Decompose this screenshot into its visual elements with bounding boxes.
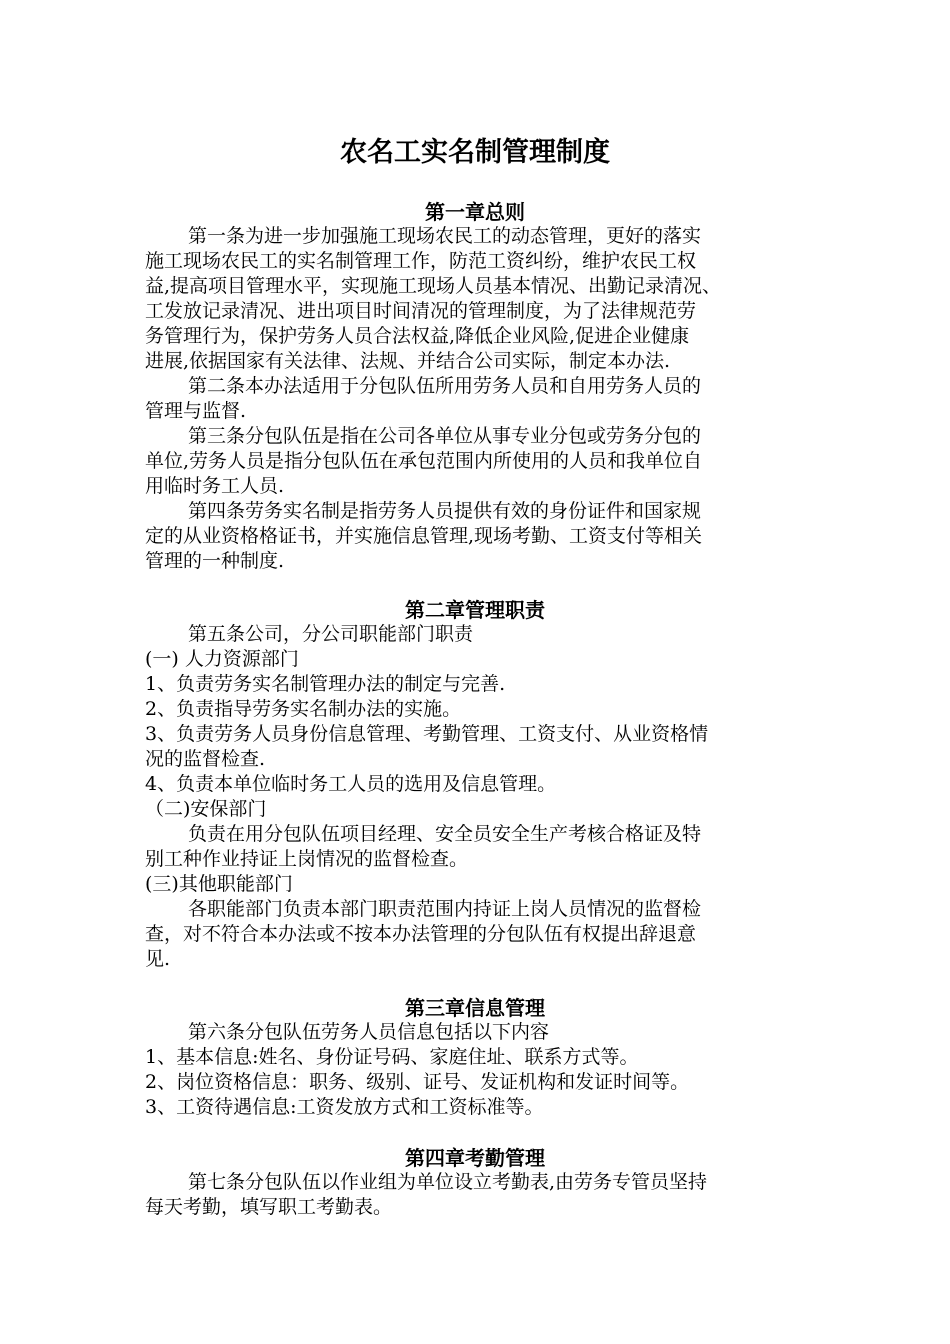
chapter-3-heading: 第三章信息管理 <box>405 996 545 1020</box>
hr-duty-item: 4、负责本单位临时务工人员的选用及信息管理。 <box>145 773 557 795</box>
hr-department-heading: (一) 人力资源部门 <box>145 648 299 670</box>
article-3-line: 第三条分包队伍是指在公司各单位从事专业分包或劳务分包的 <box>188 425 702 447</box>
article-5-line: 第五条公司，分公司职能部门职责 <box>188 623 474 645</box>
hr-duty-item: 1、负责劳务实名制管理办法的制定与完善. <box>145 673 506 695</box>
chapter-3-body <box>145 1020 815 1120</box>
chapter-1-heading: 第一章总则 <box>425 200 525 224</box>
article-1-line: 第一条为进一步加强施工现场农民工的动态管理，更好的落实 <box>188 225 702 247</box>
info-item: 1、基本信息:姓名、身份证号码、家庭住址、联系方式等。 <box>145 1046 639 1068</box>
article-4-line: 定的从业资格格证书，并实施信息管理,现场考勤、工资支付等相关 <box>145 525 703 547</box>
hr-duty-item: 2、负责指导劳务实名制办法的实施。 <box>145 698 462 720</box>
other-duty-line: 查，对不符合本办法或不按本办法管理的分包队伍有权提出辞退意 <box>145 923 697 945</box>
article-1-line: 务管理行为，保护劳务人员合法权益,降低企业风险,促进企业健康 <box>145 325 690 347</box>
hr-duty-item: 3、负责劳务人员身份信息管理、考勤管理、工资支付、从业资格情 <box>145 723 709 745</box>
article-1-line: 进展,依据国家有关法律、法规、并结合公司实际，制定本办法. <box>145 350 671 372</box>
other-department-heading: (三)其他职能部门 <box>145 873 293 895</box>
article-1-line: 工发放记录清况、进出项目时间清况的管理制度，为了法律规范劳 <box>145 300 697 322</box>
security-department-heading: （二)安保部门 <box>145 798 267 820</box>
info-item: 2、岗位资格信息：职务、级别、证号、发证机构和发证时间等。 <box>145 1071 690 1093</box>
hr-duty-item: 况的监督检查. <box>145 748 266 770</box>
article-1-line: 益,提高项目管理水平，实现施工现场人员基本情况、出勤记录清况、 <box>145 275 722 297</box>
article-6-line: 第六条分包队伍劳务人员信息包括以下内容 <box>188 1021 550 1043</box>
security-duty-line: 负责在用分包队伍项目经理、安全员安全生产考核合格证及特 <box>188 823 702 845</box>
article-2-line: 管理与监督. <box>145 400 247 422</box>
other-duty-line: 见. <box>145 948 171 970</box>
article-2-line: 第二条本办法适用于分包队伍所用劳务人员和自用劳务人员的 <box>188 375 702 397</box>
chapter-2-heading: 第二章管理职责 <box>405 598 545 622</box>
chapter-2-body <box>145 622 815 972</box>
other-duty-line: 各职能部门负责本部门职责范围内持证上岗人员情况的监督检 <box>188 898 702 920</box>
article-7-line: 第七条分包队伍以作业组为单位设立考勤表,由劳务专管员坚持 <box>188 1171 708 1193</box>
info-item: 3、工资待遇信息:工资发放方式和工资标准等。 <box>145 1096 544 1118</box>
chapter-1-body <box>145 224 815 574</box>
article-3-line: 单位,劳务人员是指分包队伍在承包范围内所使用的人员和我单位自 <box>145 450 703 472</box>
chapter-4-body <box>145 1170 815 1220</box>
article-4-line: 第四条劳务实名制是指劳务人员提供有效的身份证件和国家规 <box>188 500 702 522</box>
article-7-line: 每天考勤，填写职工考勤表。 <box>145 1196 393 1218</box>
security-duty-line: 别工种作业持证上岗情况的监督检查。 <box>145 848 469 870</box>
document-title: 农名工实名制管理制度 <box>340 137 610 168</box>
article-4-line: 管理的一种制度. <box>145 550 285 572</box>
article-1-line: 施工现场农民工的实名制管理工作，防范工资纠纷，维护农民工权 <box>145 250 697 272</box>
article-3-line: 用临时务工人员. <box>145 475 285 497</box>
chapter-4-heading: 第四章考勤管理 <box>405 1146 545 1170</box>
